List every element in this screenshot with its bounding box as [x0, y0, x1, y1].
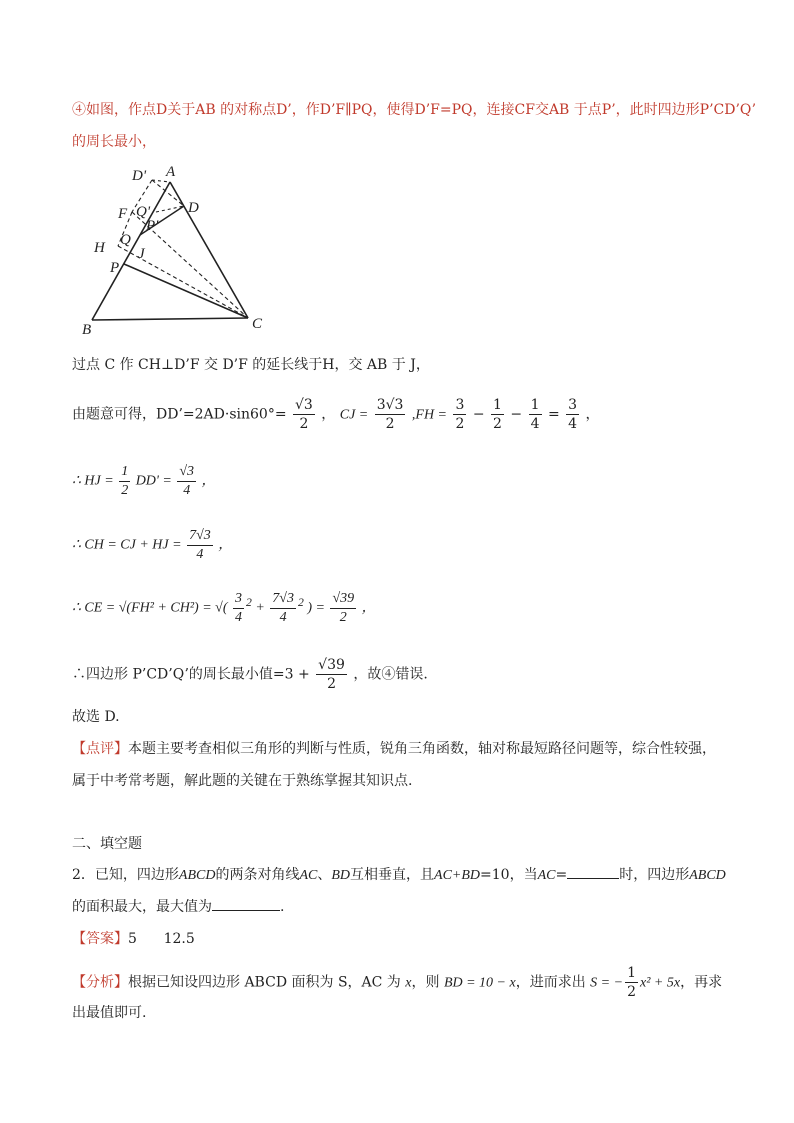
frac-1-4: $\frac{1}{4}$: [530, 397, 540, 432]
frac-1-2: $\frac{1}{2}$: [493, 397, 502, 432]
frac-3-2: $\frac{3}{2}$: [455, 397, 465, 432]
label-h: H: [94, 240, 105, 256]
label-dprime: D': [132, 168, 147, 184]
answer-blank-1[interactable]: [567, 864, 619, 879]
label-c: C: [252, 316, 263, 332]
answer-tag: 【答案】: [72, 931, 128, 947]
label-d: D: [188, 200, 199, 216]
label-b: B: [82, 322, 92, 338]
frac-7sqrt3-4-ce: $\frac{7√3}{4}$: [272, 591, 294, 625]
label-q: Q: [120, 232, 131, 248]
ce-value-line: ∴ CE = √(FH² + CH²) = √( $\frac{3}{4}$ $^2$ + $\frac{7√3}{4}$ $^2$ ) = $\frac{√39}{2}$ ，: [72, 591, 376, 625]
geometry-figure: [80, 160, 280, 340]
ch-value-line: ∴ CH = CJ + HJ = $\frac{7√3}{4}$ ，: [72, 528, 233, 562]
dashed-dd: [152, 180, 184, 206]
fh-lhs: ,FH =: [411, 407, 447, 423]
frac-1-2-s: $\frac{1}{2}$: [627, 965, 636, 1000]
review-line2: 属于中考常考题，解此题的关键在于熟练掌握其知识点.: [72, 773, 413, 789]
segment-bc: [92, 318, 248, 320]
frac-7sqrt3-4: $\frac{7√3}{4}$: [189, 528, 211, 562]
label-j: J: [138, 246, 145, 262]
frac-sqrt3-over-2: $\frac{√3}{2}$: [295, 397, 313, 432]
review-tag: 【点评】: [72, 741, 128, 757]
step4-line1: ④如图，作点D关于AB 的对称点D’，作D’F∥PQ，使得D’F=PQ，连接CF交AB 于点P’，此时四边形P’CD’Q’: [72, 102, 757, 118]
review-line1: 【点评】本题主要考查相似三角形的判断与性质，锐角三角函数，轴对称最短路径问题等，综合性较强，: [72, 741, 716, 757]
frac-3-4-ce: $\frac{3}{4}$: [235, 591, 243, 625]
step4-line2: 的周长最小，: [72, 134, 156, 150]
question-line2: 的面积最大，最大值为 .: [72, 896, 284, 918]
section-heading: 二、填空题: [72, 836, 142, 852]
analysis-line1: 【分析】根据已知设四边形 ABCD 面积为 S，AC 为 x，则 BD = 10 − x，进而求出 S = − $\frac{1}{2}$ x² + 5x，再求: [72, 965, 723, 1000]
segment-pc: [124, 264, 248, 318]
frac-3sqrt3-over-2: $\frac{3√3}{2}$: [376, 397, 404, 432]
answer-blank-2[interactable]: [212, 896, 280, 911]
analysis-line2: 出最值即可.: [72, 1005, 147, 1021]
label-a: A: [166, 164, 176, 180]
question-line1: 2．已知，四边形ABCD的两条对角线AC、BD互相垂直，且AC+BD=10，当AC= 时，四边形ABCD: [72, 864, 726, 887]
cj-lhs: CJ =: [339, 407, 369, 423]
frac-sqrt39-2-min: $\frac{√39}{2}$: [318, 657, 345, 692]
frac-sqrt3-4: $\frac{√3}{4}$: [179, 464, 195, 498]
frac-1-2-hj: $\frac{1}{2}$: [121, 464, 129, 498]
min-perimeter-line: ∴四边形 P’CD’Q’的周长最小值=3 + $\frac{√39}{2}$ ，故④错误.: [72, 657, 428, 692]
label-pprime: P': [146, 218, 159, 234]
label-p: P: [110, 260, 120, 276]
answer-line: 【答案】5 12.5: [72, 931, 195, 947]
frac-sqrt39-2: $\frac{√39}{2}$: [332, 591, 355, 625]
segment-ac: [170, 182, 248, 318]
choice-line: 故选 D.: [72, 709, 120, 725]
hj-line: ∴ HJ = $\frac{1}{2}$ DD' = $\frac{√3}{4}$ ，: [72, 464, 216, 498]
frac-3-4: $\frac{3}{4}$: [568, 397, 578, 432]
given-prefix: 由题意可得，DD’=2AD·sin60°=: [72, 406, 287, 423]
label-qprime: Q': [136, 204, 151, 220]
label-f: F: [118, 206, 128, 222]
ch-construction-line: 过点 C 作 CH⊥D’F 交 D’F 的延长线于H，交 AB 于 J，: [72, 357, 430, 373]
analysis-tag: 【分析】: [72, 974, 128, 991]
given-values-line: 由题意可得，DD’=2AD·sin60°= $\frac{√3}{2}$ ， CJ = $\frac{3√3}{2}$ ,FH = $\frac{3}{2}$ − $\frac{1}{2}$ − $\frac{1}{4}$ = $\frac{3}{4}$ ，: [72, 397, 600, 432]
